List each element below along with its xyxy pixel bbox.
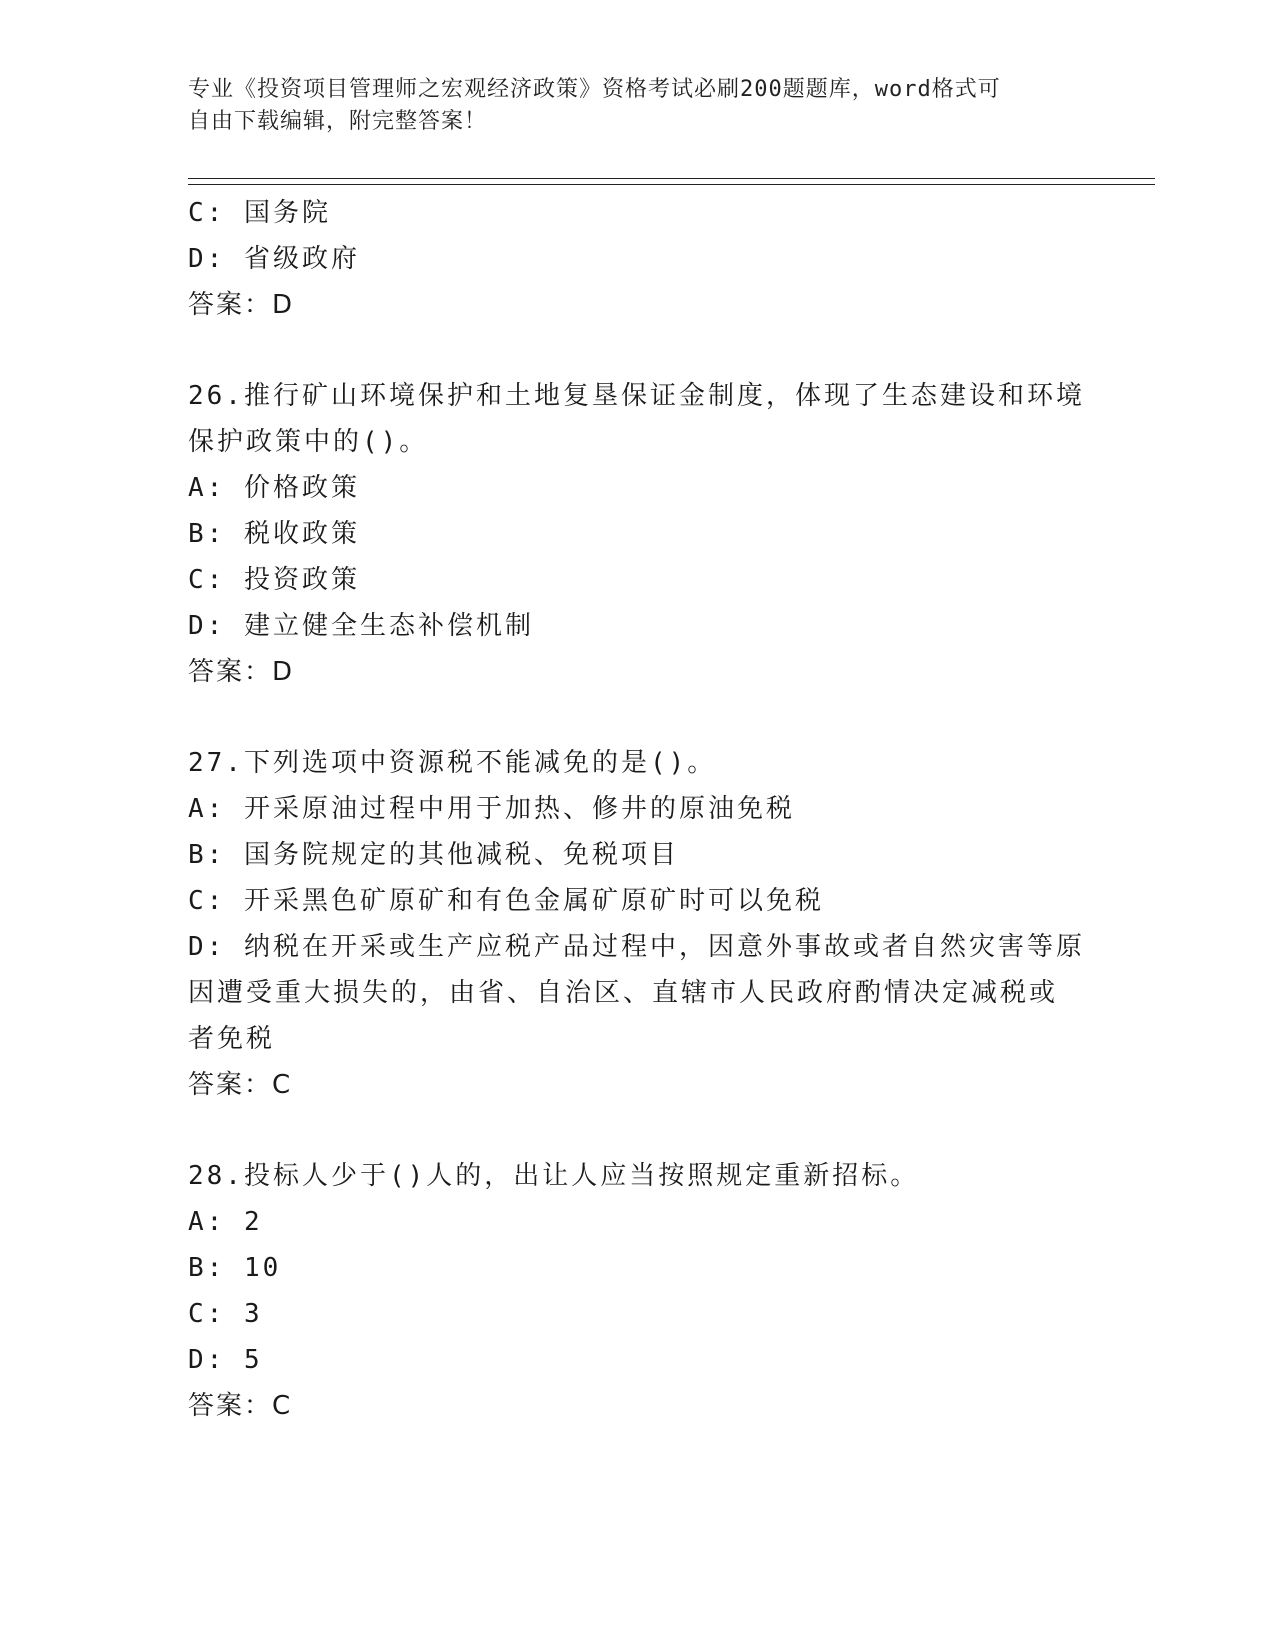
option-a: A: 开采原油过程中用于加热、修井的原油免税 (188, 794, 795, 824)
question-26 (188, 373, 1088, 695)
option-b: B: 税收政策 (188, 519, 360, 549)
option-d: D: 省级政府 (188, 244, 360, 274)
question-stem: 26.推行矿山环境保护和土地复垦保证金制度，体现了生态建设和环境 (188, 381, 1085, 411)
document-header (188, 74, 1068, 138)
question-27 (188, 740, 1088, 1108)
spacer (188, 695, 1088, 740)
option-c: C: 国务院 (188, 198, 331, 228)
document-body (188, 190, 1088, 1429)
option-d-continued: 者免税 (188, 1024, 276, 1054)
option-c: C: 3 (188, 1299, 263, 1329)
answer-line: 答案：C (188, 1391, 293, 1421)
question-stem: 保护政策中的()。 (188, 427, 429, 457)
option-b: B: 国务院规定的其他减税、免税项目 (188, 840, 679, 870)
option-c: C: 投资政策 (188, 565, 360, 595)
prev-question-tail (188, 190, 1088, 328)
spacer (188, 328, 1088, 373)
question-stem: 27.下列选项中资源税不能减免的是()。 (188, 748, 717, 778)
answer-line: 答案：D (188, 657, 295, 687)
header-title-line-2: 自由下载编辑，附完整答案！ (188, 109, 488, 134)
question-stem: 28.投标人少于()人的，出让人应当按照规定重新招标。 (188, 1161, 920, 1191)
option-a: A: 2 (188, 1207, 263, 1237)
option-d-continued: 因遭受重大损失的，由省、自治区、直辖市人民政府酌情决定减税或 (188, 978, 1059, 1008)
option-a: A: 价格政策 (188, 473, 360, 503)
question-28 (188, 1153, 1088, 1429)
option-d: D: 建立健全生态补偿机制 (188, 611, 534, 641)
answer-line: 答案：D (188, 290, 295, 320)
header-title-line-1: 专业《投资项目管理师之宏观经济政策》资格考试必刷200题题库，word格式可 (188, 77, 1001, 102)
answer-line: 答案：C (188, 1070, 293, 1100)
option-b: B: 10 (188, 1253, 282, 1283)
option-d: D: 5 (188, 1345, 263, 1375)
header-double-rule (188, 178, 1155, 185)
option-d: D: 纳税在开采或生产应税产品过程中，因意外事故或者自然灾害等原 (188, 932, 1085, 962)
spacer (188, 1108, 1088, 1153)
option-c: C: 开采黑色矿原矿和有色金属矿原矿时可以免税 (188, 886, 824, 916)
